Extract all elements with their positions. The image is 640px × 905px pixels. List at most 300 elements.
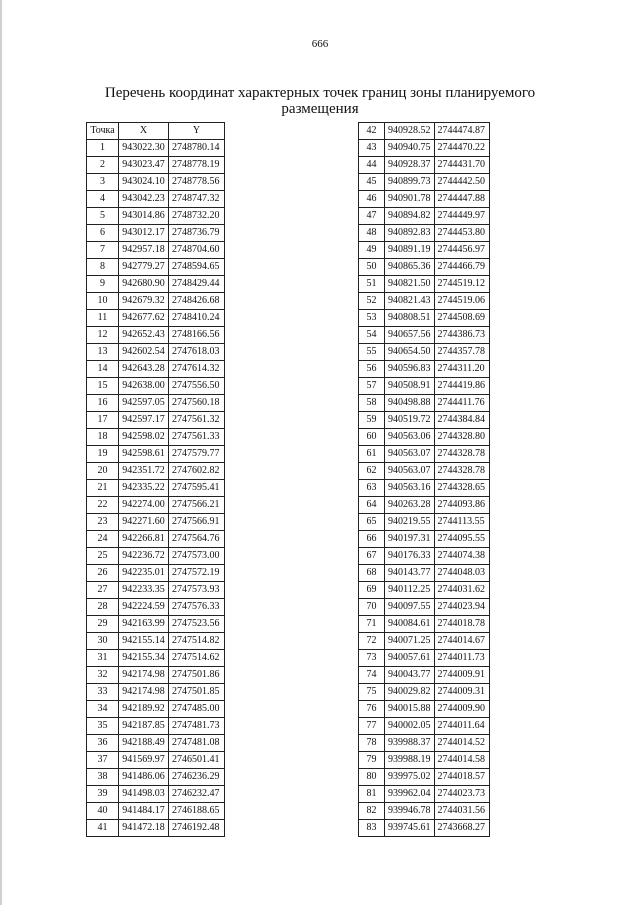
point-number: 44 [359,157,385,174]
y-coordinate: 2744470.22 [434,140,489,157]
point-number: 45 [359,174,385,191]
table-row [87,514,225,531]
point-number: 24 [87,531,119,548]
x-coordinate: 942598.61 [119,446,169,463]
point-number: 48 [359,225,385,242]
table-row [359,225,490,242]
y-coordinate: 2748778.56 [169,174,225,191]
y-coordinate: 2748594.65 [169,259,225,276]
y-coordinate: 2747523.56 [169,616,225,633]
x-coordinate: 940143.77 [385,565,435,582]
y-coordinate: 2747501.86 [169,667,225,684]
point-number: 56 [359,361,385,378]
y-coordinate: 2744466.79 [434,259,489,276]
point-number: 25 [87,548,119,565]
x-coordinate: 939988.19 [385,752,435,769]
x-coordinate: 942233.35 [119,582,169,599]
point-number: 18 [87,429,119,446]
table-header-row [87,123,225,140]
y-coordinate: 2744328.80 [434,429,489,446]
point-number: 6 [87,225,119,242]
table-row [87,259,225,276]
y-coordinate: 2747485.00 [169,701,225,718]
x-coordinate: 940563.06 [385,429,435,446]
y-coordinate: 2747566.21 [169,497,225,514]
y-coordinate: 2744328.78 [434,446,489,463]
x-coordinate: 943042.23 [119,191,169,208]
x-coordinate: 942271.60 [119,514,169,531]
table-row [87,412,225,429]
x-coordinate: 942597.17 [119,412,169,429]
y-coordinate: 2744113.55 [434,514,489,531]
point-number: 31 [87,650,119,667]
table-row [87,803,225,820]
point-number: 41 [87,820,119,837]
header-x: X [119,123,169,140]
y-coordinate: 2746232.47 [169,786,225,803]
table-row [359,191,490,208]
y-coordinate: 2747573.93 [169,582,225,599]
table-row [359,667,490,684]
y-coordinate: 2744093.86 [434,497,489,514]
table-row [87,667,225,684]
y-coordinate: 2747595.41 [169,480,225,497]
y-coordinate: 2744474.87 [434,123,489,140]
point-number: 38 [87,769,119,786]
y-coordinate: 2748736.79 [169,225,225,242]
x-coordinate: 940563.16 [385,480,435,497]
table-row [359,514,490,531]
x-coordinate: 942163.99 [119,616,169,633]
point-number: 5 [87,208,119,225]
x-coordinate: 942602.54 [119,344,169,361]
y-coordinate: 2748166.56 [169,327,225,344]
x-coordinate: 942187.85 [119,718,169,735]
y-coordinate: 2747618.03 [169,344,225,361]
y-coordinate: 2744431.70 [434,157,489,174]
x-coordinate: 940899.73 [385,174,435,191]
y-coordinate: 2744018.78 [434,616,489,633]
y-coordinate: 2746236.29 [169,769,225,786]
point-number: 80 [359,769,385,786]
x-coordinate: 942155.14 [119,633,169,650]
x-coordinate: 940865.36 [385,259,435,276]
point-number: 26 [87,565,119,582]
table-row [359,327,490,344]
table-row [87,463,225,480]
table-row [87,701,225,718]
point-number: 65 [359,514,385,531]
table-row [87,174,225,191]
table-row [359,497,490,514]
x-coordinate: 940563.07 [385,446,435,463]
x-coordinate: 942652.43 [119,327,169,344]
x-coordinate: 940928.52 [385,123,435,140]
point-number: 68 [359,565,385,582]
point-number: 7 [87,242,119,259]
y-coordinate: 2744447.88 [434,191,489,208]
point-number: 77 [359,718,385,735]
y-coordinate: 2748780.14 [169,140,225,157]
table-row [87,378,225,395]
table-row [87,446,225,463]
y-coordinate: 2744014.58 [434,752,489,769]
point-number: 3 [87,174,119,191]
y-coordinate: 2744384.84 [434,412,489,429]
table-row [359,446,490,463]
y-coordinate: 2744419.86 [434,378,489,395]
point-number: 21 [87,480,119,497]
point-number: 43 [359,140,385,157]
y-coordinate: 2744011.64 [434,718,489,735]
coordinates-table-right [358,122,490,837]
table-row [87,582,225,599]
table-row [359,208,490,225]
table-row [87,208,225,225]
x-coordinate: 940498.88 [385,395,435,412]
x-coordinate: 942957.18 [119,242,169,259]
point-number: 23 [87,514,119,531]
x-coordinate: 940112.25 [385,582,435,599]
y-coordinate: 2744456.97 [434,242,489,259]
x-coordinate: 940657.56 [385,327,435,344]
point-number: 11 [87,310,119,327]
table-row [359,701,490,718]
x-coordinate: 943014.86 [119,208,169,225]
point-number: 61 [359,446,385,463]
point-number: 37 [87,752,119,769]
y-coordinate: 2744023.73 [434,786,489,803]
y-coordinate: 2747561.32 [169,412,225,429]
point-number: 57 [359,378,385,395]
table-row [359,276,490,293]
y-coordinate: 2744328.65 [434,480,489,497]
scan-edge [0,0,2,905]
point-number: 4 [87,191,119,208]
y-coordinate: 2746501.41 [169,752,225,769]
point-number: 81 [359,786,385,803]
point-number: 22 [87,497,119,514]
x-coordinate: 942189.92 [119,701,169,718]
point-number: 47 [359,208,385,225]
x-coordinate: 940892.83 [385,225,435,242]
x-coordinate: 940002.05 [385,718,435,735]
x-coordinate: 940263.28 [385,497,435,514]
y-coordinate: 2747501.85 [169,684,225,701]
point-number: 20 [87,463,119,480]
table-row [359,633,490,650]
y-coordinate: 2747561.33 [169,429,225,446]
x-coordinate: 940654.50 [385,344,435,361]
x-coordinate: 940808.51 [385,310,435,327]
x-coordinate: 940519.72 [385,412,435,429]
table-row [359,820,490,837]
y-coordinate: 2747564.76 [169,531,225,548]
table-row [359,582,490,599]
point-number: 69 [359,582,385,599]
x-coordinate: 942638.00 [119,378,169,395]
x-coordinate: 940219.55 [385,514,435,531]
point-number: 50 [359,259,385,276]
y-coordinate: 2747572.19 [169,565,225,582]
point-number: 74 [359,667,385,684]
x-coordinate: 942235.01 [119,565,169,582]
point-number: 39 [87,786,119,803]
table-row [87,735,225,752]
x-coordinate: 940176.33 [385,548,435,565]
x-coordinate: 939745.61 [385,820,435,837]
table-row [87,191,225,208]
header-y: Y [169,123,225,140]
x-coordinate: 943023.47 [119,157,169,174]
y-coordinate: 2747602.82 [169,463,225,480]
x-coordinate: 942188.49 [119,735,169,752]
y-coordinate: 2747573.00 [169,548,225,565]
table-row [359,684,490,701]
x-coordinate: 942677.62 [119,310,169,327]
table-row [359,463,490,480]
x-coordinate: 942174.98 [119,684,169,701]
header-point: Точка [87,123,119,140]
point-number: 55 [359,344,385,361]
point-number: 82 [359,803,385,820]
table-row [359,378,490,395]
table-row [87,242,225,259]
point-number: 27 [87,582,119,599]
point-number: 49 [359,242,385,259]
x-coordinate: 939962.04 [385,786,435,803]
x-coordinate: 941472.18 [119,820,169,837]
point-number: 33 [87,684,119,701]
point-number: 12 [87,327,119,344]
y-coordinate: 2744519.12 [434,276,489,293]
x-coordinate: 939975.02 [385,769,435,786]
table-row [359,735,490,752]
y-coordinate: 2744031.56 [434,803,489,820]
table-row [359,752,490,769]
y-coordinate: 2744311.20 [434,361,489,378]
y-coordinate: 2744031.62 [434,582,489,599]
point-number: 76 [359,701,385,718]
table-row [87,497,225,514]
point-number: 62 [359,463,385,480]
y-coordinate: 2744357.78 [434,344,489,361]
x-coordinate: 940894.82 [385,208,435,225]
y-coordinate: 2744074.38 [434,548,489,565]
y-coordinate: 2748704.60 [169,242,225,259]
table-row [359,242,490,259]
table-row [359,786,490,803]
point-number: 29 [87,616,119,633]
table-row [359,140,490,157]
x-coordinate: 942174.98 [119,667,169,684]
table-row [87,344,225,361]
table-row [87,769,225,786]
point-number: 14 [87,361,119,378]
y-coordinate: 2743668.27 [434,820,489,837]
table-row [87,616,225,633]
point-number: 15 [87,378,119,395]
table-row [87,327,225,344]
x-coordinate: 943022.30 [119,140,169,157]
point-number: 59 [359,412,385,429]
x-coordinate: 941484.17 [119,803,169,820]
point-number: 70 [359,599,385,616]
x-coordinate: 942643.28 [119,361,169,378]
x-coordinate: 942680.90 [119,276,169,293]
point-number: 9 [87,276,119,293]
table-row [359,310,490,327]
table-row [87,650,225,667]
x-coordinate: 940891.19 [385,242,435,259]
y-coordinate: 2744095.55 [434,531,489,548]
y-coordinate: 2744328.78 [434,463,489,480]
x-coordinate: 940821.50 [385,276,435,293]
point-number: 46 [359,191,385,208]
y-coordinate: 2744009.90 [434,701,489,718]
x-coordinate: 942679.32 [119,293,169,310]
y-coordinate: 2747614.32 [169,361,225,378]
table-row [87,276,225,293]
point-number: 66 [359,531,385,548]
y-coordinate: 2747576.33 [169,599,225,616]
table-row [359,769,490,786]
x-coordinate: 940901.78 [385,191,435,208]
table-row [359,293,490,310]
y-coordinate: 2744411.76 [434,395,489,412]
table-row [87,684,225,701]
x-coordinate: 942266.81 [119,531,169,548]
point-number: 71 [359,616,385,633]
x-coordinate: 942351.72 [119,463,169,480]
y-coordinate: 2747514.82 [169,633,225,650]
point-number: 19 [87,446,119,463]
table-row [87,480,225,497]
y-coordinate: 2744508.69 [434,310,489,327]
table-row [87,361,225,378]
y-coordinate: 2748426.68 [169,293,225,310]
point-number: 42 [359,123,385,140]
y-coordinate: 2747566.91 [169,514,225,531]
table-row [359,361,490,378]
point-number: 13 [87,344,119,361]
x-coordinate: 942274.00 [119,497,169,514]
point-number: 67 [359,548,385,565]
table-row [359,123,490,140]
point-number: 54 [359,327,385,344]
point-number: 2 [87,157,119,174]
y-coordinate: 2748778.19 [169,157,225,174]
point-number: 73 [359,650,385,667]
table-row [359,157,490,174]
point-number: 60 [359,429,385,446]
coordinates-table-left-body [87,140,225,837]
point-number: 32 [87,667,119,684]
x-coordinate: 940057.61 [385,650,435,667]
table-row [87,293,225,310]
y-coordinate: 2748429.44 [169,276,225,293]
x-coordinate: 942236.72 [119,548,169,565]
table-row [87,157,225,174]
point-number: 51 [359,276,385,293]
document-title: Перечень координат характерных точек границ зоны планируемого размещения [104,85,536,117]
y-coordinate: 2747556.50 [169,378,225,395]
point-number: 34 [87,701,119,718]
x-coordinate: 939946.78 [385,803,435,820]
table-row [87,599,225,616]
point-number: 8 [87,259,119,276]
y-coordinate: 2744442.50 [434,174,489,191]
x-coordinate: 940197.31 [385,531,435,548]
x-coordinate: 942779.27 [119,259,169,276]
table-row [87,548,225,565]
y-coordinate: 2744386.73 [434,327,489,344]
point-number: 1 [87,140,119,157]
x-coordinate: 942597.05 [119,395,169,412]
table-row [359,344,490,361]
y-coordinate: 2747481.73 [169,718,225,735]
table-row [87,429,225,446]
table-row [359,395,490,412]
y-coordinate: 2744009.91 [434,667,489,684]
table-row [359,565,490,582]
y-coordinate: 2747514.62 [169,650,225,667]
y-coordinate: 2746192.48 [169,820,225,837]
y-coordinate: 2747579.77 [169,446,225,463]
x-coordinate: 940097.55 [385,599,435,616]
point-number: 40 [87,803,119,820]
point-number: 53 [359,310,385,327]
table-row [359,412,490,429]
y-coordinate: 2744014.52 [434,735,489,752]
y-coordinate: 2747560.18 [169,395,225,412]
table-row [359,174,490,191]
y-coordinate: 2748747.32 [169,191,225,208]
x-coordinate: 941569.97 [119,752,169,769]
y-coordinate: 2744011.73 [434,650,489,667]
x-coordinate: 942598.02 [119,429,169,446]
x-coordinate: 940071.25 [385,633,435,650]
point-number: 36 [87,735,119,752]
x-coordinate: 941498.03 [119,786,169,803]
point-number: 83 [359,820,385,837]
x-coordinate: 942335.22 [119,480,169,497]
table-row [359,548,490,565]
point-number: 79 [359,752,385,769]
table-row [359,650,490,667]
x-coordinate: 943024.10 [119,174,169,191]
table-row [87,633,225,650]
point-number: 64 [359,497,385,514]
table-row [87,531,225,548]
point-number: 75 [359,684,385,701]
x-coordinate: 943012.17 [119,225,169,242]
page-number: 666 [311,38,329,50]
y-coordinate: 2744449.97 [434,208,489,225]
table-row [359,259,490,276]
x-coordinate: 941486.06 [119,769,169,786]
point-number: 28 [87,599,119,616]
x-coordinate: 940821.43 [385,293,435,310]
table-row [87,565,225,582]
point-number: 58 [359,395,385,412]
point-number: 78 [359,735,385,752]
point-number: 30 [87,633,119,650]
table-row [87,310,225,327]
point-number: 35 [87,718,119,735]
y-coordinate: 2747481.08 [169,735,225,752]
table-row [87,395,225,412]
